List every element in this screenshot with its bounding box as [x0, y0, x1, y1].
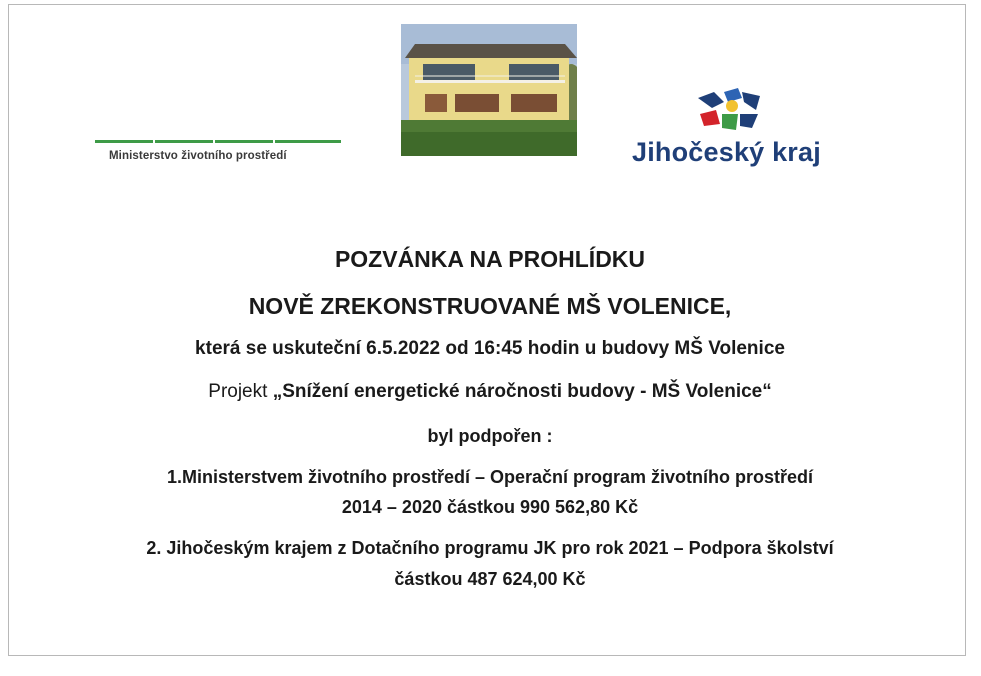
support-item-1-line-2: 2014 – 2020 částkou 990 562,80 Kč — [341, 497, 639, 517]
support-item-1-line-1: 1.Ministerstvem životního prostředí – Operační program životního prostředí — [166, 467, 814, 487]
project-prefix: Projekt — [208, 381, 273, 402]
event-details: která se uskuteční 6.5.2022 od 16:45 hodin u budovy MŠ Volenice — [195, 338, 785, 359]
support-item-2-line-1: 2. Jihočeským krajem z Dotačního programu JK pro rok 2021 – Podpora školství — [146, 538, 834, 558]
invitation-title: POZVÁNKA NA PROHLÍDKU — [334, 246, 646, 272]
ministry-logo-bar — [155, 140, 213, 143]
ministry-logo-bar — [215, 140, 273, 143]
ministry-logo-bar — [275, 140, 341, 143]
region-emblem-icon — [694, 84, 768, 136]
supported-by-heading: byl podpořen : — [427, 426, 553, 446]
project-name: „Snížení energetické náročnosti budovy - MŠ Volenice“ — [272, 381, 772, 402]
invitation-subtitle: NOVĚ ZREKONSTRUOVANÉ MŠ VOLENICE, — [248, 293, 732, 319]
support-item-2-line-2: částkou 487 624,00 Kč — [394, 569, 586, 589]
region-logo-text: Jihočeský kraj — [632, 137, 821, 167]
ministry-logo — [95, 140, 341, 170]
ministry-logo-text: Ministerstvo životního prostředí — [109, 150, 287, 162]
building-photo-image — [401, 24, 577, 156]
building-photo — [401, 24, 577, 156]
ministry-logo-bar — [95, 140, 153, 143]
region-emblem-graphic — [694, 84, 768, 136]
ministry-logo-bars — [95, 140, 341, 143]
project-line — [40, 381, 940, 403]
